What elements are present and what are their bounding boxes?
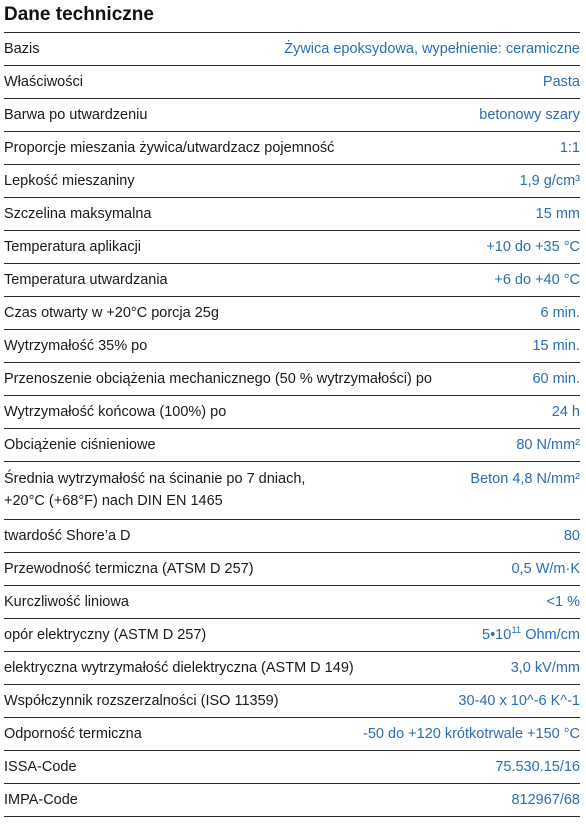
row-label: Bazis [4, 41, 40, 57]
row-label: IMPA-Code [4, 792, 78, 808]
row-value: <1 % [546, 594, 580, 610]
row-value: betonowy szary [479, 107, 580, 123]
row-label: Szczelina maksymalna [4, 206, 152, 222]
row-value: 24 h [551, 404, 580, 420]
table-row [4, 363, 580, 396]
row-label: Kurczliwość liniowa [4, 594, 129, 610]
row-value: +6 do +40 °C [494, 272, 580, 288]
row-label: Lepkość mieszaniny [4, 173, 135, 189]
table-row [4, 784, 580, 817]
row-label: elektryczna wytrzymałość dielektryczna (ASTM D 149) [4, 660, 354, 676]
row-value: 75.530.15/16 [495, 759, 580, 775]
row-value [482, 627, 580, 644]
table-row [4, 619, 580, 652]
row-label: Temperatura utwardzania [4, 272, 168, 288]
row-value: 80 [563, 528, 580, 544]
table-row [4, 685, 580, 718]
table-row [4, 330, 580, 363]
row-value: 15 mm [535, 206, 580, 222]
specs-table [4, 32, 580, 817]
row-label: Przewodność termiczna (ATSM D 257) [4, 561, 254, 577]
row-label: twardość Shore’a D [4, 528, 131, 544]
table-row [4, 429, 580, 462]
table-row [4, 586, 580, 619]
row-value: +10 do +35 °C [486, 239, 580, 255]
table-row [4, 66, 580, 99]
row-label: Średnia wytrzymałość na ścinanie po 7 dniach, [4, 471, 306, 487]
page-title: Dane techniczne [4, 4, 154, 25]
table-row [4, 132, 580, 165]
row-label: Wytrzymałość końcowa (100%) po [4, 404, 227, 420]
row-label: Przenoszenie obciążenia mechanicznego (50 % wytrzymałości) po [4, 371, 432, 387]
table-row [4, 652, 580, 685]
row-value: 60 min. [532, 371, 580, 387]
value-base: 5•10 [482, 627, 512, 643]
row-label-multiline [4, 468, 305, 512]
row-label: Obciążenie ciśnieniowe [4, 437, 156, 453]
value-exponent: 11 [511, 625, 522, 637]
table-row [4, 165, 580, 198]
row-value: 15 min. [532, 338, 580, 354]
table-row [4, 553, 580, 586]
table-row [4, 462, 580, 520]
row-label: Odporność termiczna [4, 726, 142, 742]
row-value: 1,9 g/cm³ [519, 173, 580, 189]
table-row [4, 718, 580, 751]
row-value: 3,0 kV/mm [510, 660, 580, 676]
table-row [4, 99, 580, 132]
row-label: Współczynnik rozszerzalności (ISO 11359) [4, 693, 279, 709]
row-value: 0,5 W/m·K [511, 561, 580, 577]
row-label: Barwa po utwardzeniu [4, 107, 148, 123]
row-label: Czas otwarty w +20°C porcja 25g [4, 305, 219, 321]
row-label-continued: +20°C (+68°F) nach DIN EN 1465 [4, 493, 223, 509]
row-value: 6 min. [540, 305, 580, 321]
row-value: Żywica epoksydowa, wypełnienie: ceramiczne [284, 41, 580, 57]
row-value: 80 N/mm² [516, 437, 580, 453]
row-label: opór elektryczny (ASTM D 257) [4, 627, 207, 643]
value-unit: Ohm/cm [521, 627, 580, 643]
row-label: Wytrzymałość 35% po [4, 338, 148, 354]
table-row [4, 396, 580, 429]
table-row [4, 264, 580, 297]
table-row [4, 231, 580, 264]
table-row [4, 33, 580, 66]
row-value: Pasta [542, 74, 580, 90]
row-value: -50 do +120 krótkotrwale +150 °C [363, 726, 580, 742]
row-label: ISSA-Code [4, 759, 77, 775]
row-value: 30-40 x 10^-6 K^-1 [458, 693, 580, 709]
row-value: 1:1 [559, 140, 580, 156]
table-row [4, 198, 580, 231]
row-value: 812967/68 [511, 792, 580, 808]
table-row [4, 297, 580, 330]
table-row [4, 751, 580, 784]
row-label: Właściwości [4, 74, 83, 90]
row-label: Temperatura aplikacji [4, 239, 142, 255]
row-label: Proporcje mieszania żywica/utwardzacz pojemność [4, 140, 335, 156]
table-row [4, 520, 580, 553]
row-value: Beton 4,8 N/mm² [470, 471, 580, 487]
